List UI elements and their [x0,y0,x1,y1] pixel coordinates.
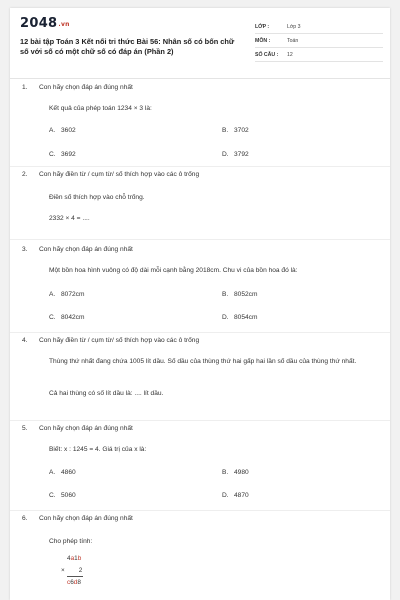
option-value: 3702 [234,127,249,134]
option-c[interactable] [49,492,76,499]
option-value: 3602 [61,127,76,134]
question-number: 6. [22,515,28,522]
option-letter: C. [49,314,56,321]
option-b[interactable] [222,291,257,298]
calc-line-2 [61,567,82,574]
meta-value: Toán [287,37,299,44]
question-3 [22,246,382,328]
digit: 4 [67,555,71,562]
option-letter: B. [222,127,229,134]
fill-blank-expression[interactable]: Cả hai thùng có số lít dầu là: .... lít dầu. [49,390,164,397]
meta-row-class [255,20,383,34]
unknown-digit: c [67,579,71,586]
option-letter: D. [222,151,229,158]
unknown-digit: d [73,579,78,586]
digit: 1 [74,555,78,562]
digit: 6 [70,579,74,586]
option-value: 3792 [234,151,249,158]
option-value: 8052cm [234,291,258,298]
question-number: 5. [22,425,28,432]
question-text: Cho phép tính: [49,538,93,545]
question-text: Kết quả của phép toán 1234 × 3 là: [49,105,152,112]
logo-text: 2048 [20,16,58,31]
question-number: 4. [22,337,28,344]
option-value: 3692 [61,151,76,158]
question-4 [22,337,382,415]
option-a[interactable] [49,127,76,134]
option-a[interactable] [49,291,84,298]
question-text: Biết: x : 1245 = 4. Giá trị của x là: [49,446,147,453]
option-letter: B. [222,291,229,298]
option-c[interactable] [49,151,76,158]
calc-line-3 [67,579,81,586]
option-letter: B. [222,469,229,476]
question-text: Một bồn hoa hình vuông có độ dài mỗi cạnh bằng 2018cm. Chu vi của bồn hoa đó là: [49,267,298,274]
option-b[interactable] [222,127,249,134]
option-b[interactable] [222,469,249,476]
option-letter: A. [49,469,56,476]
option-value: 4870 [234,492,249,499]
meta-label: MÔN : [255,37,271,44]
question-2 [22,171,382,235]
question-divider [10,239,390,240]
option-d[interactable] [222,151,249,158]
question-number: 1. [22,84,28,91]
digit: 2 [78,567,83,574]
option-letter: D. [222,492,229,499]
option-letter: A. [49,291,56,298]
option-value: 8042cm [61,314,85,321]
meta-row-subject [255,34,383,48]
unknown-digit: a [70,555,75,562]
question-instruction: Con hãy chọn đáp án đúng nhất [39,84,133,91]
meta-label: LỚP : [255,23,270,30]
question-6 [22,515,382,600]
option-a[interactable] [49,469,76,476]
question-1 [22,84,382,164]
option-value: 8054cm [234,314,258,321]
question-divider [10,420,390,421]
question-instruction: Con hãy chọn đáp án đúng nhất [39,515,133,522]
meta-row-count [255,48,383,62]
option-d[interactable] [222,492,249,499]
question-divider [10,510,390,511]
calc-underline [67,576,83,577]
question-instruction: Con hãy điền từ / cụm từ/ số thích hợp vào các ô trống [39,337,200,344]
question-instruction: Con hãy chọn đáp án đúng nhất [39,246,133,253]
question-text: Điền số thích hợp vào chỗ trống. [49,194,145,201]
question-number: 3. [22,246,28,253]
worksheet-page [10,8,390,600]
meta-value: 12 [287,51,293,58]
logo-suffix: .vn [58,21,70,28]
meta-info [255,20,383,62]
unknown-digit: b [77,555,82,562]
calc-line-1 [67,555,81,562]
question-number: 2. [22,171,28,178]
meta-label: SỐ CÂU : [255,51,279,58]
option-letter: D. [222,314,229,321]
header-divider [10,78,390,79]
option-c[interactable] [49,314,84,321]
fill-blank-expression[interactable]: 2332 × 4 = .... [49,215,90,222]
digit: 8 [77,579,81,586]
option-letter: A. [49,127,56,134]
option-letter: C. [49,492,56,499]
worksheet-title: 12 bài tập Toán 3 Kết nối tri thức Bài 56: Nhân số có bốn chữ số với số có một chữ số có đáp án (Phần 2) [20,37,235,56]
question-5 [22,425,382,507]
multiply-sign: × [61,567,65,574]
option-value: 4860 [61,469,76,476]
question-instruction: Con hãy chọn đáp án đúng nhất [39,425,133,432]
option-value: 8072cm [61,291,85,298]
option-value: 4980 [234,469,249,476]
question-text: Thùng thứ nhất đang chứa 1005 lít dầu. Số dầu của thùng thứ hai gấp hai lần số dầu của thùng thứ nhất. [49,358,357,365]
question-divider [10,166,390,167]
question-divider [10,332,390,333]
question-instruction: Con hãy điền từ / cụm từ/ số thích hợp vào các ô trống [39,171,200,178]
option-letter: C. [49,151,56,158]
worksheet-header [10,8,390,74]
option-d[interactable] [222,314,257,321]
option-value: 5060 [61,492,76,499]
meta-value: Lớp 3 [287,23,301,30]
